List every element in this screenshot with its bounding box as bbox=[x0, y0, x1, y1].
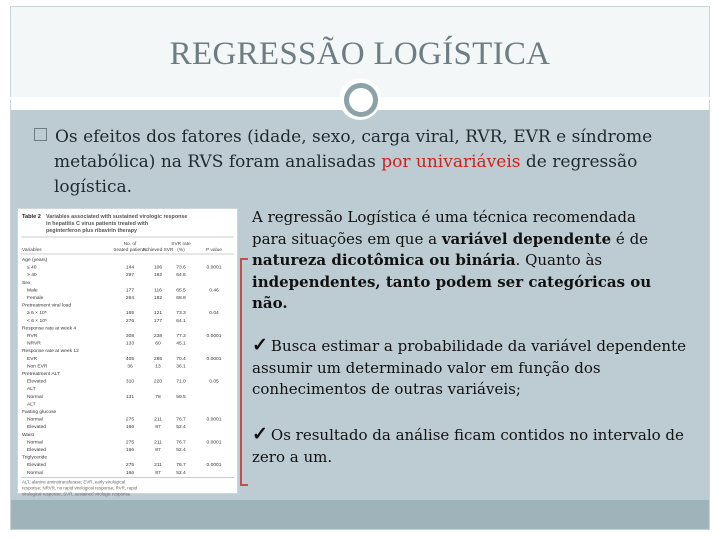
paragraph-definition bbox=[252, 207, 672, 315]
table-header: treated patients bbox=[113, 248, 147, 253]
para1-bold-3: independentes, tanto podem ser categóricas ou não. bbox=[252, 272, 652, 312]
table-cell: 52.4 bbox=[176, 448, 186, 453]
table-cell: 166 bbox=[125, 425, 135, 431]
table-row-label: Female bbox=[27, 296, 44, 301]
check-icon: ✓ bbox=[252, 334, 268, 356]
table-cell: 0.0001 bbox=[206, 356, 222, 362]
table-svg bbox=[18, 209, 237, 497]
table-cell: 64.1 bbox=[176, 318, 186, 324]
table-cell: 13 bbox=[155, 364, 161, 370]
table-cell: 275 bbox=[125, 463, 135, 469]
table-row-label: Normal bbox=[27, 440, 43, 446]
bullet-highlight: por univariáveis bbox=[381, 152, 521, 172]
table-cell: 264 bbox=[125, 296, 135, 301]
bullet-line-2-start: metabólica) na RVS foram analisadas bbox=[54, 152, 382, 172]
table-row-label: < 6 × 10⁵ bbox=[27, 318, 47, 324]
table-row-label: Normal bbox=[27, 417, 43, 423]
bracket-decoration bbox=[240, 258, 248, 486]
table-cell: 77.3 bbox=[176, 334, 186, 339]
table-group-label: Triglyceride bbox=[22, 455, 48, 461]
table-row-label: ALT bbox=[27, 402, 36, 408]
para2-text: Busca estimar a probabilidade da variável dependente assumir um determinado valor em função dos conhecimentos de outras variáveis; bbox=[252, 337, 686, 398]
table-cell: 87 bbox=[155, 425, 161, 431]
table-cell: 64.6 bbox=[176, 273, 186, 279]
para1-text-1: A regressão Logística é uma técnica recomendada para situações em que a bbox=[252, 208, 636, 248]
table-cell: 87 bbox=[155, 448, 161, 453]
table-header: P value bbox=[206, 248, 222, 253]
table-cell: 36.1 bbox=[176, 364, 186, 370]
table-cell: 36 bbox=[127, 364, 133, 370]
table-cell: 0.0001 bbox=[206, 334, 222, 339]
circle-ornament-icon bbox=[344, 83, 378, 117]
table-cell: 177 bbox=[125, 288, 135, 294]
table-cell: 76.7 bbox=[176, 417, 186, 423]
table-footnote: ALT, alanine aminotransferase; EVR, early virological bbox=[22, 479, 126, 485]
table-cell: 0.04 bbox=[209, 311, 219, 317]
table-row-label: Elevated bbox=[27, 379, 47, 385]
bullet-text bbox=[34, 125, 694, 200]
table-caption: in hepatitis C virus patients treated with bbox=[46, 221, 149, 227]
table-group-label: Sex bbox=[22, 280, 31, 286]
table-cell: 275 bbox=[125, 417, 135, 423]
table-row-label: RVR bbox=[27, 334, 38, 339]
bullet-line-2-end: de regressão bbox=[520, 152, 638, 172]
table-cell: 71.0 bbox=[176, 379, 186, 385]
para1-text-3: . Quanto às bbox=[515, 251, 603, 269]
table-cell: 78 bbox=[155, 394, 161, 400]
table-cell: 182 bbox=[153, 296, 163, 301]
table-cell: 276 bbox=[125, 318, 135, 324]
table-cell: 0.0001 bbox=[206, 265, 222, 271]
table-cell: 73.6 bbox=[176, 265, 186, 271]
bullet-line-3: logística. bbox=[54, 177, 133, 197]
table-cell: 297 bbox=[125, 273, 135, 279]
para1-text-2: é de bbox=[611, 229, 649, 248]
table-image bbox=[17, 208, 238, 497]
table-cell: 60 bbox=[155, 341, 161, 347]
table-cell: 133 bbox=[125, 341, 135, 347]
para1-bold-1: variável dependente bbox=[441, 229, 612, 248]
table-group-label: Age (years) bbox=[22, 258, 48, 263]
table-row-label: Normal bbox=[27, 470, 43, 476]
table-cell: 52.4 bbox=[176, 470, 186, 476]
table-cell: 76.7 bbox=[176, 463, 186, 469]
table-cell: 68.9 bbox=[176, 296, 186, 301]
table-cell: 116 bbox=[154, 288, 162, 294]
bullet-line-1-text: Os efeitos dos fatores (idade, sexo, carga viral, RVR, EVR e síndrome bbox=[55, 127, 653, 147]
table-cell: 45.1 bbox=[176, 341, 186, 347]
table-cell: 0.05 bbox=[209, 379, 219, 385]
table-cell: 310 bbox=[125, 379, 135, 385]
paragraph-probability bbox=[252, 335, 712, 401]
table-cell: 220 bbox=[153, 379, 163, 385]
table-cell: 166 bbox=[125, 470, 135, 476]
table-cell: 106 bbox=[153, 265, 163, 271]
table-cell: 65.5 bbox=[176, 288, 186, 294]
table-cell: 238 bbox=[153, 334, 163, 339]
table-row-label: ≤ 40 bbox=[27, 265, 37, 271]
table-row-label: Non EVR bbox=[27, 364, 48, 370]
table-row-label: ≥ 6 × 10⁵ bbox=[27, 311, 47, 317]
table-group-label: Pretreatment viral load bbox=[22, 303, 72, 309]
table-row-label: > 40 bbox=[27, 273, 37, 279]
square-bullet-icon bbox=[34, 128, 47, 141]
table-cell: 308 bbox=[125, 334, 135, 339]
table-cell: 0.0001 bbox=[206, 417, 222, 423]
para1-bold-2: natureza dicotômica ou binária bbox=[252, 251, 516, 269]
para3-text: Os resultado da análise ficam contidos no intervalo de zero a um. bbox=[252, 426, 684, 466]
table-row-label: Elevated bbox=[27, 448, 47, 453]
table-cell: 211 bbox=[154, 463, 162, 469]
table-cell: 76.7 bbox=[176, 440, 186, 446]
table-cell: 87 bbox=[155, 470, 161, 476]
table-cell: 177 bbox=[153, 318, 163, 324]
table-cell: 405 bbox=[125, 356, 135, 362]
table-cell: 59.5 bbox=[176, 394, 186, 400]
bullet-line-1 bbox=[34, 125, 694, 150]
table-row-label: Elevated bbox=[27, 463, 47, 469]
check-icon: ✓ bbox=[252, 423, 268, 445]
table-caption: peginterferon plus ribavirin therapy bbox=[46, 228, 138, 234]
table-cell: 73.3 bbox=[176, 311, 186, 317]
table-group-label: Fasting glucose bbox=[22, 410, 57, 415]
table-header: Variables bbox=[22, 248, 42, 253]
table-cell: 70.4 bbox=[176, 356, 186, 362]
table-cell: 144 bbox=[125, 265, 135, 271]
table-header: Achieved SVR bbox=[142, 248, 174, 253]
table-cell: 211 bbox=[154, 417, 162, 423]
table-cell: 0.0001 bbox=[206, 440, 222, 446]
table-cell: 131 bbox=[125, 394, 135, 400]
table-cell: 121 bbox=[153, 311, 163, 317]
table-cell: 0.0001 bbox=[206, 463, 222, 469]
table-cell: 192 bbox=[153, 273, 163, 279]
table-row-label: EVR bbox=[27, 356, 38, 362]
table-row-label: ALT bbox=[27, 387, 36, 393]
table-cell: 166 bbox=[125, 448, 135, 453]
table-row-label: Elevated bbox=[27, 425, 47, 431]
table-row-label: Male bbox=[27, 288, 38, 294]
table-caption: Variables associated with sustained virologic response bbox=[46, 214, 188, 220]
table-cell: 52.4 bbox=[176, 425, 186, 431]
slide-title: REGRESSÃO LOGÍSTICA bbox=[169, 36, 551, 72]
table-group-label: Pretreatment ALT bbox=[22, 372, 60, 377]
table-group-label: Response rate at week 12 bbox=[22, 349, 79, 355]
table-header: (%) bbox=[177, 248, 185, 253]
table-cell: 165 bbox=[125, 311, 135, 317]
table-footnote: response; NRVR, no rapid virological response; RVR, rapid bbox=[22, 485, 138, 491]
table-row-label: NRVR bbox=[27, 341, 41, 347]
table-header: SVR rate bbox=[171, 242, 191, 247]
paragraph-interval bbox=[252, 424, 712, 468]
table-cell: 275 bbox=[125, 440, 135, 446]
table-footnote: virological response; SVR, sustained virologic response bbox=[22, 491, 131, 497]
table-row-label: Normal bbox=[27, 394, 43, 400]
table-group-label: Waist bbox=[22, 432, 35, 438]
bullet-line-2 bbox=[34, 150, 694, 175]
table-cell: 0.46 bbox=[209, 288, 219, 294]
table-header: No. of bbox=[123, 242, 137, 247]
table-cell: 285 bbox=[153, 356, 163, 362]
table-caption-label: Table 2 bbox=[22, 214, 41, 220]
table-group-label: Response rate at week 4 bbox=[22, 326, 77, 332]
table-cell: 211 bbox=[154, 440, 162, 446]
